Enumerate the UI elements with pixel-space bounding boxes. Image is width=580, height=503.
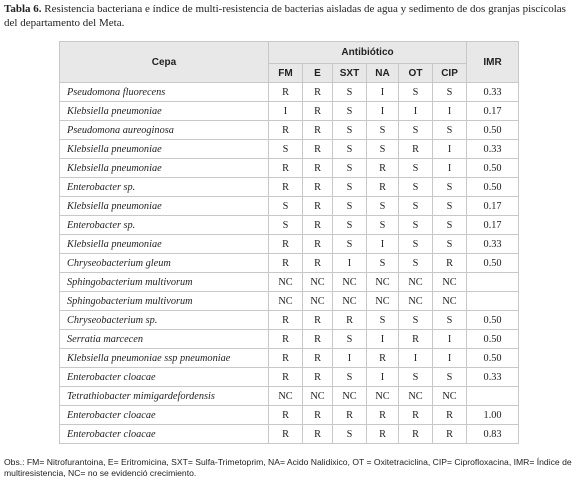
header-antibiotic-na: NA bbox=[367, 64, 399, 83]
cepa-cell: Chryseobacterium sp. bbox=[60, 311, 269, 330]
table-row bbox=[60, 254, 519, 273]
resistance-cell: R bbox=[303, 349, 333, 368]
header-antibiotic-fm: FM bbox=[269, 64, 303, 83]
resistance-cell: S bbox=[399, 159, 433, 178]
resistance-cell: R bbox=[433, 406, 467, 425]
resistance-cell: I bbox=[433, 330, 467, 349]
header-antibiotic-sxt: SXT bbox=[333, 64, 367, 83]
resistance-cell: R bbox=[269, 425, 303, 444]
resistance-cell: NC bbox=[433, 292, 467, 311]
table-row bbox=[60, 159, 519, 178]
resistance-cell: S bbox=[333, 83, 367, 102]
imr-cell bbox=[467, 273, 519, 292]
resistance-cell: R bbox=[399, 330, 433, 349]
resistance-cell: NC bbox=[399, 387, 433, 406]
cepa-cell: Sphingobacterium multivorum bbox=[60, 273, 269, 292]
resistance-cell: NC bbox=[433, 273, 467, 292]
cepa-cell: Enterobacter sp. bbox=[60, 216, 269, 235]
resistance-cell: NC bbox=[303, 292, 333, 311]
resistance-cell: S bbox=[399, 216, 433, 235]
resistance-cell: R bbox=[303, 425, 333, 444]
resistance-cell: I bbox=[399, 349, 433, 368]
resistance-cell: I bbox=[333, 349, 367, 368]
cepa-cell: Sphingobacterium multivorum bbox=[60, 292, 269, 311]
resistance-cell: R bbox=[303, 83, 333, 102]
resistance-cell: R bbox=[333, 311, 367, 330]
resistance-cell: R bbox=[269, 235, 303, 254]
resistance-cell: S bbox=[399, 178, 433, 197]
header-cepa: Cepa bbox=[60, 42, 269, 83]
resistance-cell: NC bbox=[399, 273, 433, 292]
imr-cell: 0.83 bbox=[467, 425, 519, 444]
resistance-cell: S bbox=[433, 235, 467, 254]
resistance-cell: S bbox=[333, 368, 367, 387]
resistance-cell: R bbox=[269, 311, 303, 330]
resistance-cell: NC bbox=[269, 273, 303, 292]
table-row bbox=[60, 235, 519, 254]
resistance-cell: R bbox=[303, 254, 333, 273]
resistance-cell: NC bbox=[399, 292, 433, 311]
imr-cell: 0.33 bbox=[467, 83, 519, 102]
resistance-cell: NC bbox=[269, 292, 303, 311]
resistance-cell: I bbox=[433, 159, 467, 178]
resistance-cell: S bbox=[433, 311, 467, 330]
resistance-cell: NC bbox=[269, 387, 303, 406]
imr-cell: 0.50 bbox=[467, 330, 519, 349]
resistance-cell: R bbox=[399, 406, 433, 425]
resistance-cell: NC bbox=[303, 273, 333, 292]
table-row bbox=[60, 273, 519, 292]
resistance-cell: R bbox=[303, 121, 333, 140]
table-body bbox=[60, 83, 519, 444]
imr-cell: 0.50 bbox=[467, 254, 519, 273]
resistance-cell: S bbox=[367, 140, 399, 159]
resistance-cell: NC bbox=[367, 292, 399, 311]
cepa-cell: Chryseobacterium gleum bbox=[60, 254, 269, 273]
imr-cell: 0.50 bbox=[467, 349, 519, 368]
resistance-cell: R bbox=[269, 349, 303, 368]
resistance-cell: S bbox=[333, 140, 367, 159]
resistance-cell: S bbox=[399, 235, 433, 254]
header-antibiotic-e: E bbox=[303, 64, 333, 83]
table-row bbox=[60, 178, 519, 197]
resistance-cell: I bbox=[367, 368, 399, 387]
resistance-cell: NC bbox=[333, 387, 367, 406]
resistance-cell: R bbox=[269, 254, 303, 273]
resistance-cell: R bbox=[303, 216, 333, 235]
resistance-cell: R bbox=[303, 311, 333, 330]
imr-cell bbox=[467, 292, 519, 311]
resistance-cell: S bbox=[367, 216, 399, 235]
caption-text: Resistencia bacteriana e índice de multi-resistencia de bacterias aisladas de agua y sedimento de dos granjas piscícolas del departamento del Meta. bbox=[4, 3, 566, 29]
header-antibiotic-cip: CIP bbox=[433, 64, 467, 83]
resistance-cell: S bbox=[269, 197, 303, 216]
cepa-cell: Tetrathiobacter mimigardefordensis bbox=[60, 387, 269, 406]
cepa-cell: Enterobacter cloacae bbox=[60, 406, 269, 425]
resistance-cell: R bbox=[269, 159, 303, 178]
imr-cell: 0.50 bbox=[467, 311, 519, 330]
header-antibiotic-ot: OT bbox=[399, 64, 433, 83]
resistance-cell: NC bbox=[367, 387, 399, 406]
table-row bbox=[60, 349, 519, 368]
resistance-cell: S bbox=[399, 83, 433, 102]
header-antibiotico: Antibiótico bbox=[269, 42, 467, 64]
resistance-cell: S bbox=[269, 140, 303, 159]
resistance-cell: R bbox=[367, 349, 399, 368]
header-imr: IMR bbox=[467, 42, 519, 83]
resistance-cell: NC bbox=[333, 292, 367, 311]
imr-cell: 0.50 bbox=[467, 121, 519, 140]
resistance-cell: S bbox=[367, 121, 399, 140]
resistance-cell: S bbox=[399, 368, 433, 387]
table-row bbox=[60, 330, 519, 349]
table-row bbox=[60, 387, 519, 406]
table-row bbox=[60, 197, 519, 216]
table-row bbox=[60, 121, 519, 140]
resistance-cell: S bbox=[333, 159, 367, 178]
cepa-cell: Klebsiella pneumoniae ssp pneumoniae bbox=[60, 349, 269, 368]
resistance-cell: NC bbox=[367, 273, 399, 292]
resistance-cell: S bbox=[433, 83, 467, 102]
table-row bbox=[60, 102, 519, 121]
imr-cell: 1.00 bbox=[467, 406, 519, 425]
resistance-cell: S bbox=[399, 311, 433, 330]
resistance-cell: S bbox=[399, 121, 433, 140]
resistance-cell: R bbox=[303, 140, 333, 159]
resistance-cell: S bbox=[367, 254, 399, 273]
resistance-cell: R bbox=[303, 102, 333, 121]
resistance-cell: R bbox=[269, 121, 303, 140]
resistance-cell: I bbox=[367, 83, 399, 102]
resistance-cell: I bbox=[433, 349, 467, 368]
imr-cell: 0.17 bbox=[467, 102, 519, 121]
resistance-cell: R bbox=[367, 159, 399, 178]
cepa-cell: Klebsiella pneumoniae bbox=[60, 197, 269, 216]
resistance-cell: NC bbox=[333, 273, 367, 292]
caption-label: Tabla 6. bbox=[4, 3, 42, 15]
resistance-table bbox=[59, 41, 519, 444]
resistance-cell: R bbox=[433, 425, 467, 444]
resistance-cell: S bbox=[333, 216, 367, 235]
footnote: Obs.: FM= Nitrofurantoina, E= Eritromicina, SXT= Sulfa-Trimetoprim, NA= Acido Nalidixico, OT = Oxitetraciclina, CIP= Ciprofloxacina, IMR= Índice de multiresistencia, NC= no se evidenció crecimiento. bbox=[4, 457, 572, 478]
resistance-cell: R bbox=[269, 178, 303, 197]
resistance-cell: S bbox=[333, 235, 367, 254]
table-caption bbox=[4, 3, 576, 30]
cepa-cell: Enterobacter cloacae bbox=[60, 425, 269, 444]
table-row bbox=[60, 216, 519, 235]
table-row bbox=[60, 140, 519, 159]
resistance-cell: I bbox=[367, 235, 399, 254]
resistance-cell: S bbox=[333, 121, 367, 140]
resistance-cell: R bbox=[303, 368, 333, 387]
resistance-cell: R bbox=[303, 178, 333, 197]
resistance-cell: R bbox=[269, 330, 303, 349]
resistance-cell: NC bbox=[303, 387, 333, 406]
resistance-cell: R bbox=[303, 159, 333, 178]
cepa-cell: Pseudomona aureoginosa bbox=[60, 121, 269, 140]
resistance-cell: S bbox=[367, 311, 399, 330]
imr-cell: 0.17 bbox=[467, 197, 519, 216]
cepa-cell: Klebsiella pneumoniae bbox=[60, 159, 269, 178]
table-row bbox=[60, 311, 519, 330]
cepa-cell: Klebsiella pneumoniae bbox=[60, 102, 269, 121]
table-row bbox=[60, 83, 519, 102]
resistance-cell: S bbox=[333, 102, 367, 121]
resistance-cell: R bbox=[303, 330, 333, 349]
cepa-cell: Enterobacter sp. bbox=[60, 178, 269, 197]
resistance-cell: R bbox=[399, 140, 433, 159]
cepa-cell: Pseudomona fluorecens bbox=[60, 83, 269, 102]
cepa-cell: Klebsiella pneumoniae bbox=[60, 235, 269, 254]
resistance-cell: I bbox=[269, 102, 303, 121]
resistance-cell: I bbox=[433, 102, 467, 121]
resistance-cell: I bbox=[367, 330, 399, 349]
imr-cell: 0.50 bbox=[467, 159, 519, 178]
resistance-cell: R bbox=[269, 368, 303, 387]
table-row bbox=[60, 425, 519, 444]
imr-cell bbox=[467, 387, 519, 406]
resistance-cell: R bbox=[367, 178, 399, 197]
imr-cell: 0.50 bbox=[467, 178, 519, 197]
table-row bbox=[60, 292, 519, 311]
resistance-cell: S bbox=[399, 254, 433, 273]
resistance-cell: I bbox=[399, 102, 433, 121]
resistance-cell: R bbox=[269, 406, 303, 425]
imr-cell: 0.33 bbox=[467, 368, 519, 387]
resistance-cell: R bbox=[303, 406, 333, 425]
table-row bbox=[60, 406, 519, 425]
resistance-cell: R bbox=[333, 406, 367, 425]
resistance-cell: I bbox=[367, 102, 399, 121]
resistance-cell: R bbox=[269, 83, 303, 102]
resistance-cell: S bbox=[367, 197, 399, 216]
resistance-cell: I bbox=[333, 254, 367, 273]
cepa-cell: Enterobacter cloacae bbox=[60, 368, 269, 387]
resistance-cell: S bbox=[333, 330, 367, 349]
resistance-cell: R bbox=[399, 425, 433, 444]
resistance-cell: R bbox=[367, 406, 399, 425]
resistance-cell: S bbox=[333, 178, 367, 197]
resistance-cell: R bbox=[303, 235, 333, 254]
resistance-cell: S bbox=[433, 178, 467, 197]
resistance-cell: NC bbox=[433, 387, 467, 406]
resistance-cell: S bbox=[269, 216, 303, 235]
resistance-cell: S bbox=[433, 197, 467, 216]
resistance-cell: S bbox=[333, 425, 367, 444]
imr-cell: 0.33 bbox=[467, 235, 519, 254]
resistance-cell: R bbox=[367, 425, 399, 444]
resistance-cell: S bbox=[433, 368, 467, 387]
imr-cell: 0.33 bbox=[467, 140, 519, 159]
resistance-cell: R bbox=[303, 197, 333, 216]
cepa-cell: Klebsiella pneumoniae bbox=[60, 140, 269, 159]
resistance-cell: R bbox=[433, 254, 467, 273]
resistance-cell: S bbox=[433, 216, 467, 235]
cepa-cell: Serratia marcecen bbox=[60, 330, 269, 349]
table-row bbox=[60, 368, 519, 387]
resistance-cell: S bbox=[333, 197, 367, 216]
resistance-cell: S bbox=[399, 197, 433, 216]
imr-cell: 0.17 bbox=[467, 216, 519, 235]
resistance-cell: S bbox=[433, 121, 467, 140]
resistance-cell: I bbox=[433, 140, 467, 159]
